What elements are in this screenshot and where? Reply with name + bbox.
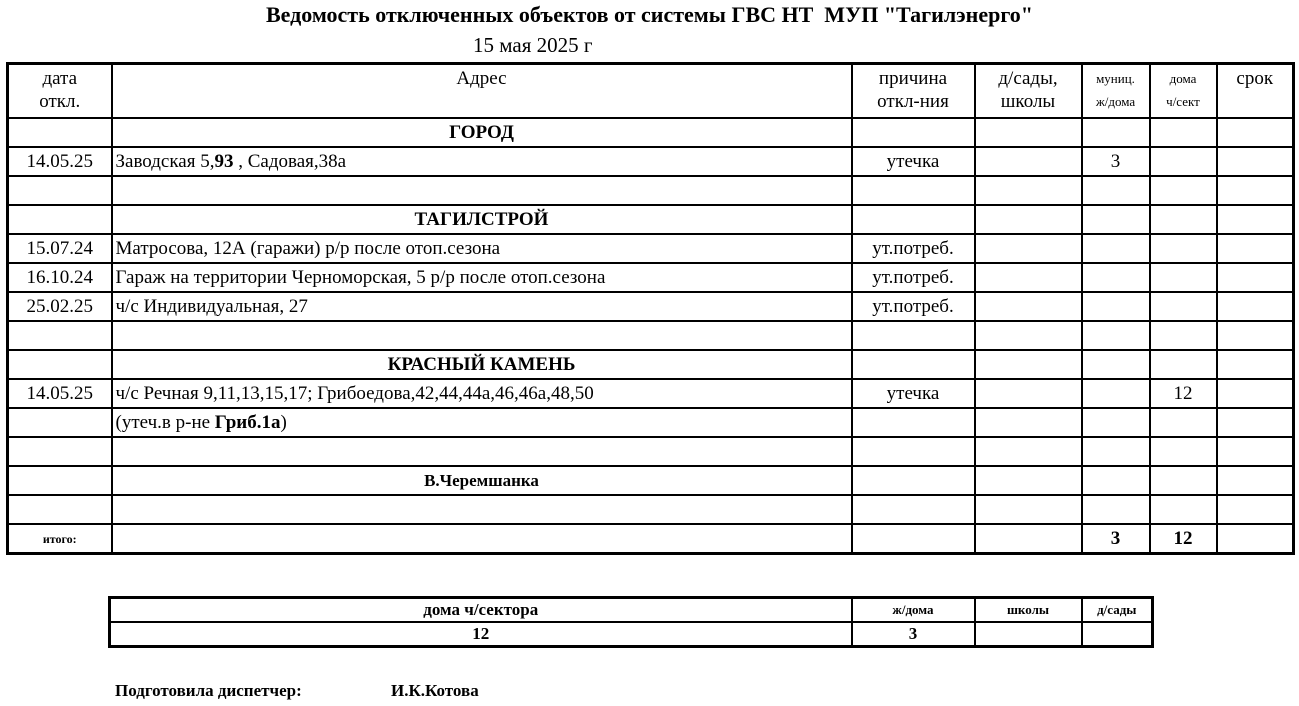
empty-row [8, 176, 1294, 205]
cell-address-note: (утеч.в р-не Гриб.1а) [112, 408, 852, 437]
summary-value-kindergartens [1082, 622, 1153, 647]
total-label: итого: [8, 524, 112, 554]
cell-private-houses: 12 [1150, 379, 1217, 408]
cell-reason: утечка [852, 147, 975, 176]
summary-header-kindergartens: д/сады [1082, 598, 1153, 623]
summary-header-private: дома ч/сектора [110, 598, 852, 623]
cell-reason: утечка [852, 379, 975, 408]
table-header [8, 64, 1294, 119]
empty-row [8, 321, 1294, 350]
total-row [8, 524, 1294, 554]
header-term: срок [1217, 64, 1294, 119]
summary-value-private: 12 [110, 622, 852, 647]
header-reason: причина откл-ния [852, 64, 975, 119]
cell-date: 15.07.24 [8, 234, 112, 263]
header-municipal-houses: муниц. ж/дома [1082, 64, 1150, 119]
cell-reason: ут.потреб. [852, 292, 975, 321]
summary-header [110, 598, 1153, 623]
header-date: дата откл. [8, 64, 112, 119]
section-row [8, 350, 1294, 379]
header-kindergartens-schools: д/сады, школы [975, 64, 1082, 119]
total-municipal: 3 [1082, 524, 1150, 554]
cell-date: 16.10.24 [8, 263, 112, 292]
section-title: ТАГИЛСТРОЙ [112, 205, 852, 234]
cell-date: 25.02.25 [8, 292, 112, 321]
cell-reason: ут.потреб. [852, 234, 975, 263]
section-row [8, 205, 1294, 234]
empty-row [8, 437, 1294, 466]
document-title: Ведомость отключенных объектов от системы ГВС НТ МУП "Тагилэнерго" [265, 2, 1034, 27]
disconnection-table [6, 62, 1295, 555]
section-title: В.Черемшанка [112, 466, 852, 495]
cell-address: Заводская 5,93 , Садовая,38а [112, 147, 852, 176]
section-row [8, 466, 1294, 495]
summary-header-schools: школы [975, 598, 1082, 623]
cell-address: ч/с Речная 9,11,13,15,17; Грибоедова,42,44,44а,46,46а,48,50 [112, 379, 852, 408]
empty-row [8, 495, 1294, 524]
table-row [8, 379, 1294, 408]
footer-label: Подготовила диспетчер: [115, 681, 302, 700]
cell-address: Матросова, 12А (гаражи) р/р после отоп.сезона [112, 234, 852, 263]
table-row [8, 147, 1294, 176]
cell-reason: ут.потреб. [852, 263, 975, 292]
cell-address: Гараж на территории Черноморская, 5 р/р после отоп.сезона [112, 263, 852, 292]
summary-value-municipal: 3 [852, 622, 975, 647]
cell-address: ч/с Индивидуальная, 27 [112, 292, 852, 321]
total-private-houses: 12 [1150, 524, 1217, 554]
footer-name: И.К.Котова [391, 681, 479, 700]
cell-date: 14.05.25 [8, 147, 112, 176]
table-row [8, 263, 1294, 292]
header-address: Адрес [112, 64, 852, 119]
summary-header-municipal: ж/дома [852, 598, 975, 623]
table-row [8, 292, 1294, 321]
summary-value-schools [975, 622, 1082, 647]
section-title: ГОРОД [112, 118, 852, 147]
cell-date: 14.05.25 [8, 379, 112, 408]
section-title: КРАСНЫЙ КАМЕНЬ [112, 350, 852, 379]
table-row [8, 408, 1294, 437]
table-row [8, 234, 1294, 263]
summary-values [110, 622, 1153, 647]
summary-table [108, 596, 1154, 648]
document-date: 15 мая 2025 г [473, 33, 593, 57]
cell-municipal: 3 [1082, 147, 1150, 176]
header-private-houses: дома ч/сект [1150, 64, 1217, 119]
section-row [8, 118, 1294, 147]
